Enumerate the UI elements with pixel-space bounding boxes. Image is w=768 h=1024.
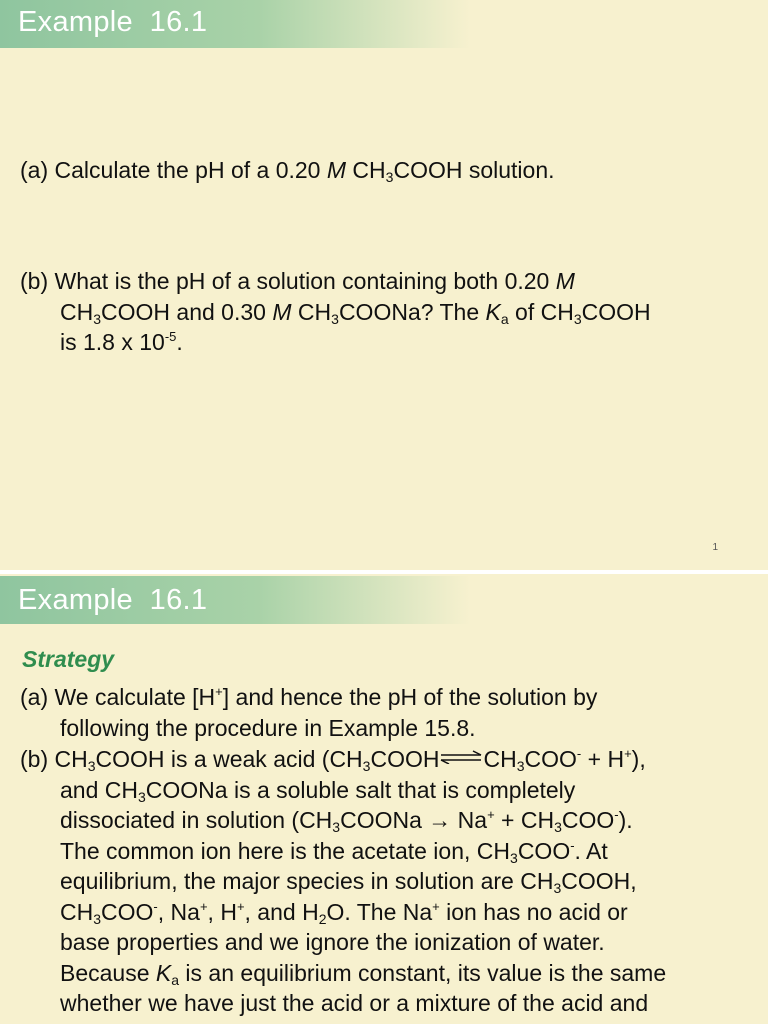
subscript: 3 — [93, 910, 102, 927]
formula-text: + H — [581, 746, 625, 772]
subscript: 3 — [332, 819, 341, 835]
superscript: - — [614, 807, 619, 822]
subscript: a — [171, 971, 180, 988]
formula-text: COONa → Na — [340, 807, 488, 833]
subscript: 3 — [385, 169, 394, 185]
strategy-a — [20, 682, 597, 743]
question-b-text: What is the pH of a solution containing both 0.20 — [54, 268, 556, 294]
strategy-a-text: following the procedure in Example 15.8. — [60, 714, 476, 741]
strategy-heading: Strategy — [22, 646, 115, 672]
subscript: 3 — [87, 758, 96, 774]
strategy-b-text: is an equilibrium constant, its value is the same — [179, 959, 667, 986]
strategy-b-text: dissociated in solution (CH — [60, 807, 333, 833]
formula-text: COO — [101, 898, 154, 925]
strategy-b-text: The common ion here is the acetate ion, CH — [60, 837, 511, 864]
subscript: 3 — [362, 758, 371, 774]
question-b — [20, 266, 651, 358]
strategy-b-text: ), — [631, 746, 646, 772]
strategy-b-text: base properties and we ignore the ionization of water. — [60, 929, 605, 955]
molarity-unit: M — [555, 268, 575, 294]
molarity-unit: M — [326, 157, 347, 183]
formula-text: + CH — [494, 807, 555, 833]
formula-text: CH — [346, 157, 386, 183]
superscript: - — [570, 837, 575, 853]
formula-text: CH — [60, 898, 94, 925]
strategy-a-label: (a) — [20, 684, 49, 710]
subscript: 3 — [137, 788, 146, 805]
superscript: + — [487, 807, 495, 822]
strategy-b-text: Because — [60, 959, 156, 986]
superscript: + — [215, 684, 223, 699]
formula-text: of CH — [508, 298, 574, 325]
strategy-b-text: . At — [574, 837, 608, 864]
subscript: 3 — [93, 310, 102, 327]
formula-text: COOH — [581, 298, 651, 325]
strategy-b-text: COOH is a weak acid (CH — [95, 746, 363, 772]
question-b-text: is 1.8 x 10 — [60, 329, 165, 355]
superscript: + — [236, 898, 245, 914]
formula-text: CH — [291, 298, 332, 325]
question-b-text: COOH and 0.30 — [101, 298, 273, 325]
strategy-b — [20, 744, 666, 1019]
superscript: - — [576, 746, 582, 761]
strategy-b-text: ). — [618, 807, 633, 833]
formula-text: CH — [54, 746, 88, 772]
formula-text: CH — [60, 298, 94, 325]
question-b-text: COONa? The — [338, 298, 486, 325]
formula-text: COO — [561, 807, 615, 833]
formula-text: COO — [524, 746, 577, 772]
question-b-label: (b) — [20, 268, 49, 294]
subscript: 3 — [516, 758, 525, 774]
slide-title: Example 16.1 — [18, 6, 208, 38]
strategy-a-text: We calculate [H — [54, 684, 216, 710]
molarity-unit: M — [272, 298, 292, 325]
strategy-b-text: COONa is a soluble salt that is completely — [145, 776, 576, 803]
subscript: 3 — [331, 310, 339, 327]
ka-symbol: K — [485, 298, 501, 325]
strategy-b-text: and CH — [60, 776, 138, 803]
formula-text: , Na — [157, 898, 200, 925]
strategy-b-text: ion has no acid or — [439, 898, 628, 925]
formula-text: , and H — [244, 898, 319, 925]
strategy-b-text: equilibrium, the major species in solution are CH — [60, 868, 554, 894]
superscript: + — [199, 898, 208, 914]
question-a-label: (a) — [20, 157, 49, 183]
strategy-a-text: ] and hence the pH of the solution by — [222, 684, 598, 710]
superscript: + — [432, 898, 440, 914]
formula-text: O. The Na — [326, 898, 433, 925]
subscript: 3 — [573, 310, 582, 327]
subscript: 3 — [510, 849, 518, 866]
equilibrium-arrow-icon — [439, 750, 483, 764]
slide-title: Example 16.1 — [18, 584, 208, 616]
formula-text: , H — [207, 898, 237, 925]
subscript: 3 — [554, 819, 562, 835]
strategy-b-text: whether we have just the acid or a mixture of the acid and — [60, 990, 649, 1016]
slide-2 — [0, 574, 768, 1024]
ka-symbol: K — [155, 959, 172, 986]
strategy-b-label: (b) — [20, 746, 49, 772]
superscript: + — [624, 746, 632, 761]
formula-text: COO — [517, 837, 571, 864]
formula-text: COOH — [370, 746, 440, 772]
superscript: -5 — [164, 329, 177, 344]
formula-text: COOH, — [561, 868, 637, 894]
page-number: 1 — [712, 542, 718, 553]
subscript: 3 — [553, 880, 562, 896]
question-b-text: . — [176, 329, 183, 355]
question-a-text: Calculate the pH of a 0.20 — [54, 157, 327, 183]
subscript: 2 — [318, 910, 327, 927]
formula-text: COOH solution. — [393, 157, 555, 183]
question-a — [20, 155, 555, 186]
formula-text: CH — [483, 746, 517, 772]
superscript: - — [153, 898, 158, 914]
subscript: a — [500, 310, 509, 327]
